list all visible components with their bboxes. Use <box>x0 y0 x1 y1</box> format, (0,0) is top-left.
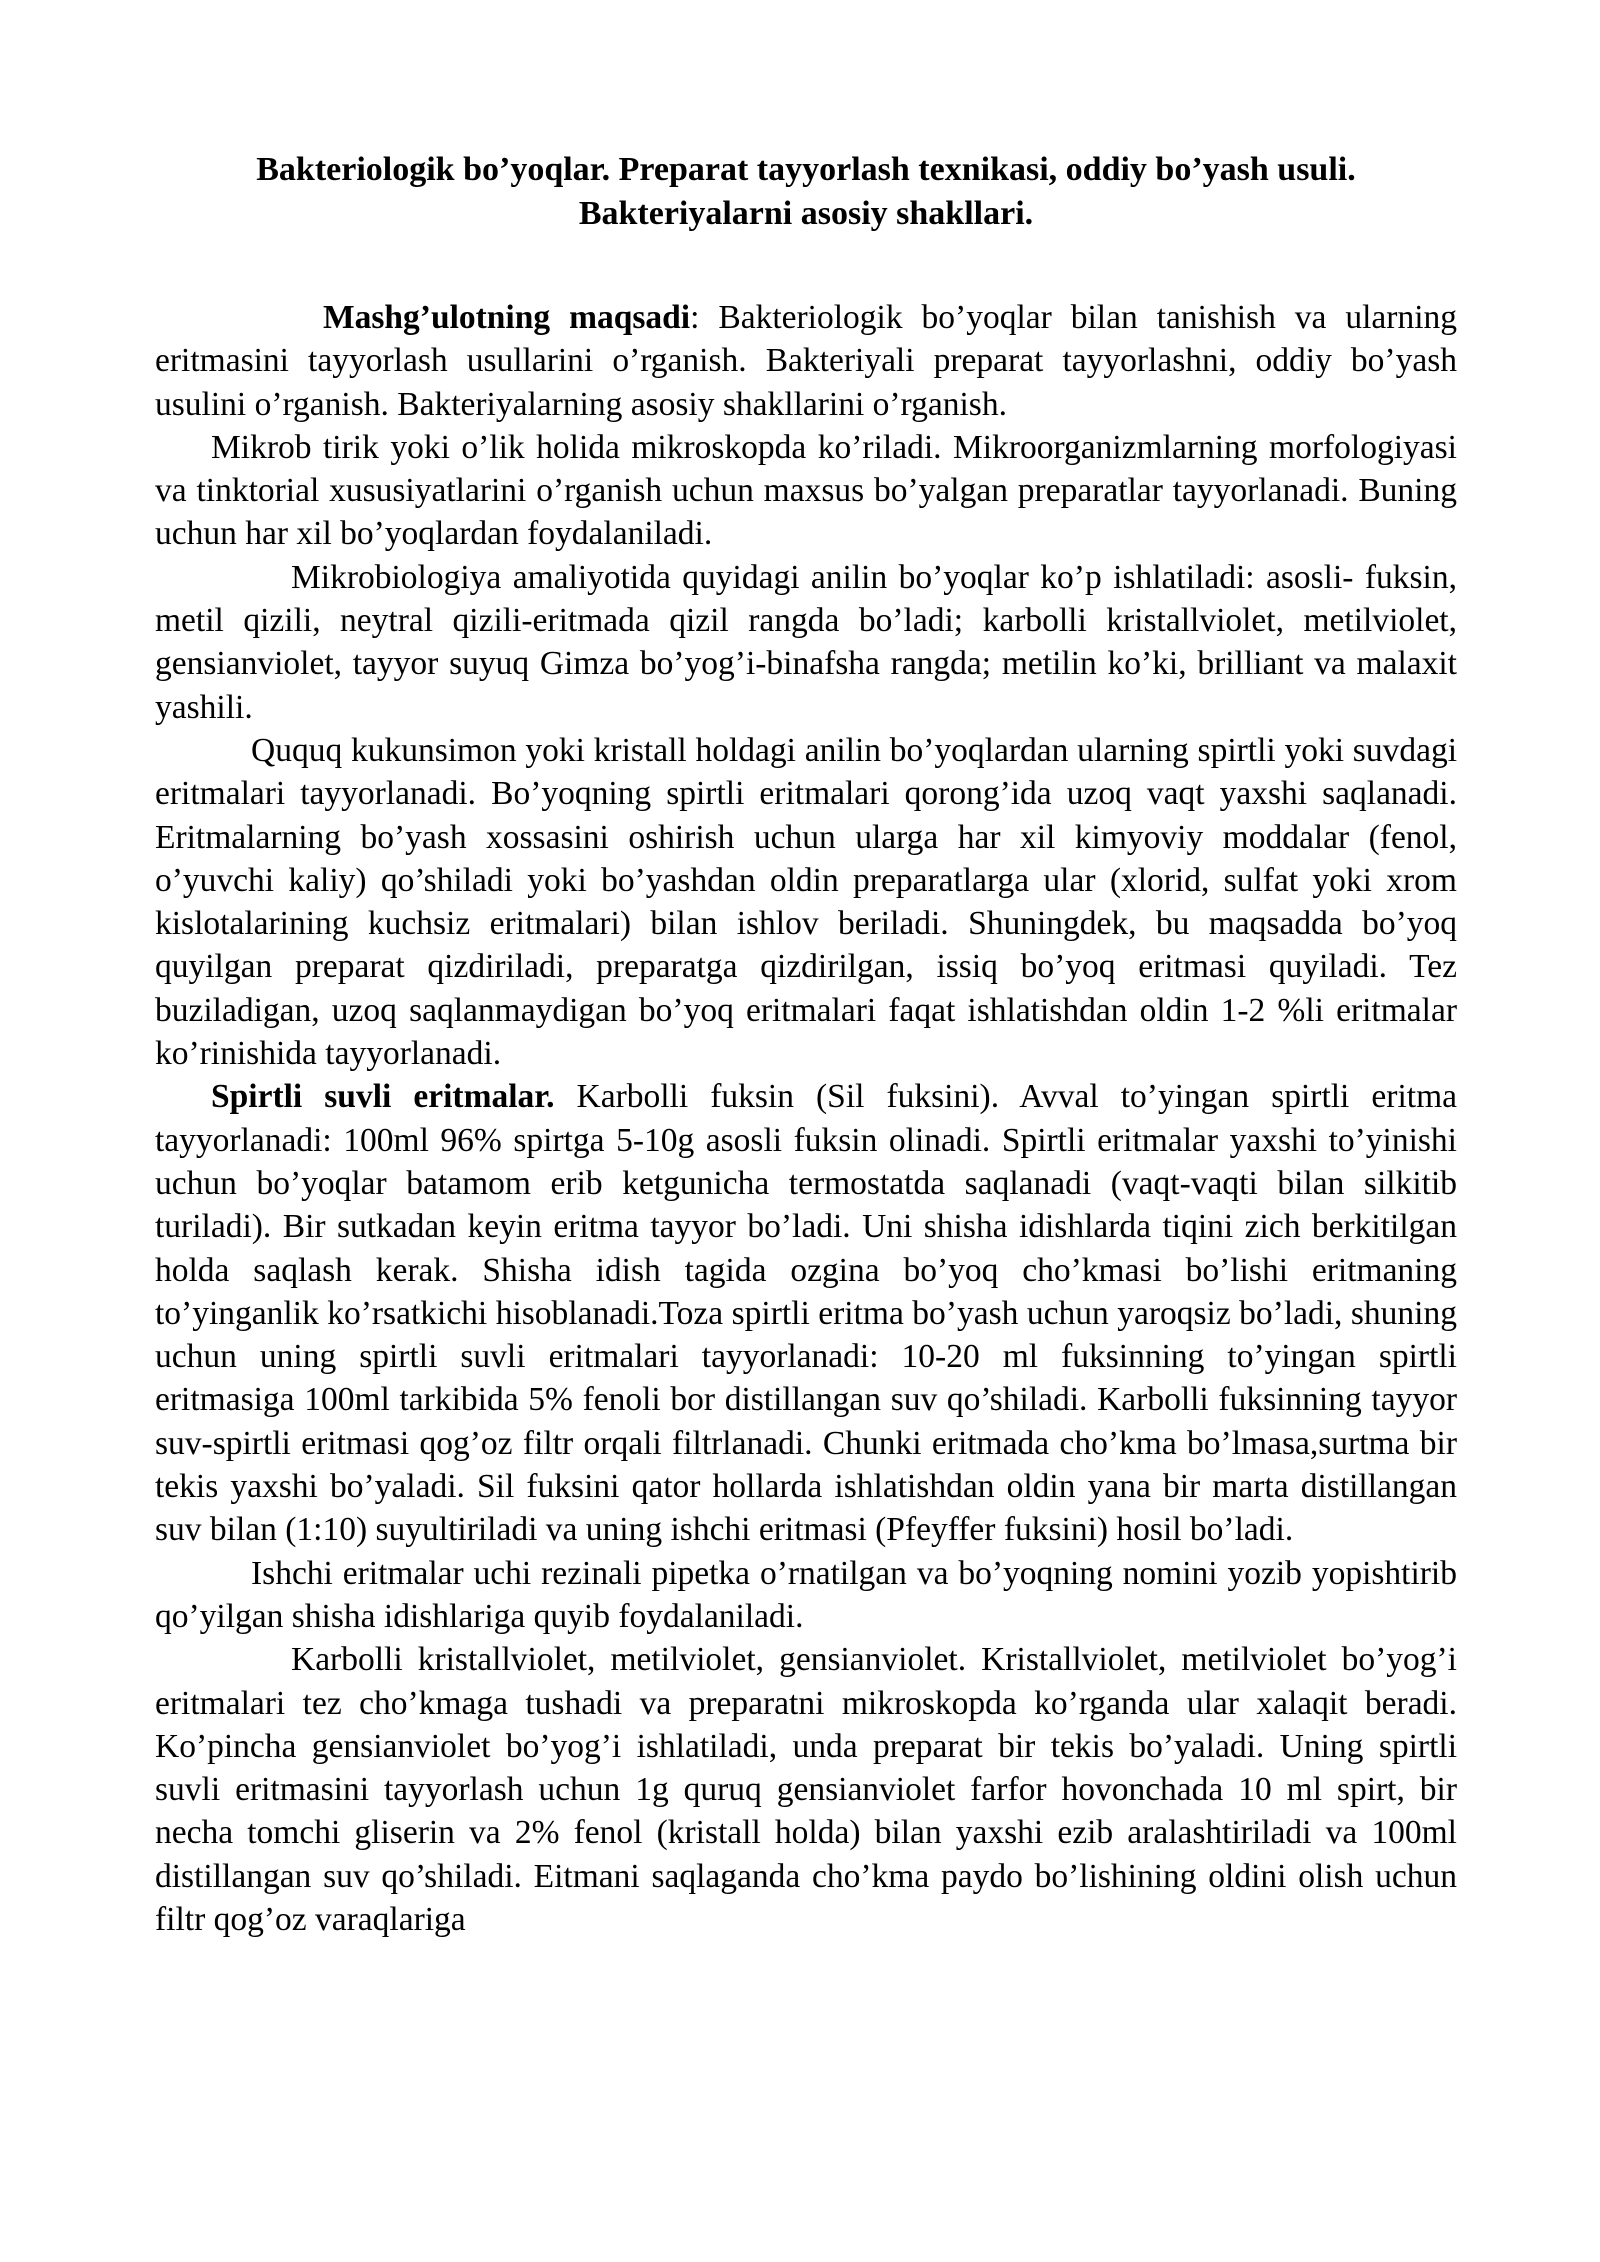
goal-label: Mashg’ulotning maqsadi <box>323 299 691 336</box>
paragraph-alcohol-text: Karbolli fuksin (Sil fuksini). Avval to’yingan spirtli eritma tayyorlanadi: 100ml 96% spirtga 5-10g asosli fuksin olinadi. Spirtli eritmalar yaxshi to’yinishi uchun bo’yoqlar batamom erib ketgunicha termostatda saqlanadi (vaqt-vaqti bilan silkitib turiladi). Bir sutkadan keyin eritma tayyor bo’ladi. Uni shisha idishlarda tiqini zich berkitilgan holda saqlash kerak. Shisha idish tagida ozgina bo’yoq cho’kmasi bo’lishi eritmaning to’yinganlik ko’rsatkichi hisoblanadi.Toza spirtli eritma bo’yash uchun yaroqsiz bo’ladi, shuning uchun uning spirtli suvli eritmalari tayyorlanadi: 10-20 ml fuksinning to’yingan spirtli eritmasiga 100ml tarkibida 5% fenoli bor distillangan suv qo’shiladi. Karbolli fuksinning tayyor suv-spirtli eritmasi qog’oz filtr orqali filtrlanadi. Chunki eritmada cho’kma bo’lmasa,surtma bir tekis yaxshi bo’yaladi. Sil fuksini qator hollarda ishlatishdan oldin yana bir marta distillangan suv bilan (1:10) suyultiriladi va uning ishchi eritmasi (Pfeyffer fuksini) hosil bo’ladi. <box>155 1078 1457 1549</box>
document-page <box>155 148 1457 1941</box>
paragraph-violet-dyes: Karbolli kristallviolet, metilviolet, gensianviolet. Kristallviolet, metilviolet bo’yog’i eritmalari tez cho’kmaga tushadi va preparatni mikroskopda ko’rganda ular xalaqit beradi. Ko’pincha gensianviolet bo’yog’i ishlatiladi, unda preparat bir tekis bo’yaladi. Uning spirtli suvli eritmasini tayyorlash uchun 1g quruq gensianviolet farfor hovonchada 10 ml spirt, bir necha tomchi gliserin va 2% fenol (kristall holda) bilan yaxshi ezib aralashtiriladi va 100ml distillangan suv qo’shiladi. Eitmani saqlaganda cho’kma paydo bo’lishining oldini olish uchun filtr qog’oz varaqlariga <box>155 1641 1457 1938</box>
paragraph-dye-solutions: Ququq kukunsimon yoki kristall holdagi anilin bo’yoqlardan ularning spirtli yoki suvdagi eritmalari tayyorlanadi. Bo’yoqning spirtli eritmalari qorong’ida uzoq vaqt yaxshi saqlanadi. Eritmalarning bo’yash xossasini oshirish uchun ularga har xil kimyoviy moddalar (fenol, o’yuvchi kaliy) qo’shiladi yoki bo’yashdan oldin preparatlarga ular (xlorid, sulfat yoki xrom kislotalarining kuchsiz eritmalari) bilan ishlov beriladi. Shuningdek, bu maqsadda bo’yoq quyilgan preparat qizdiriladi, preparatga qizdirilgan, issiq bo’yoq eritmasi quyiladi. Tez buziladigan, uzoq saqlanmaydigan bo’yoq eritmalari faqat ishlatishdan oldin 1-2 %li eritmalar ko’rinishida tayyorlanadi. <box>155 731 1457 1073</box>
paragraph-microbe: Mikrob tirik yoki o’lik holida mikroskopda ko’riladi. Mikroorganizmlarning morfologiyasi va tinktorial xususiyatlarini o’rganish uchun maxsus bo’yalgan preparatlar tayyorlanadi. Buning uchun har xil bo’yoqlardan foydalaniladi. <box>155 428 1457 553</box>
title-line-1: Bakteriologik bo’yoqlar. Preparat tayyorlash texnikasi, oddiy bo’yash usuli. <box>256 151 1356 188</box>
goal-colon: : <box>690 299 700 336</box>
paragraph-working-solutions: Ishchi eritmalar uchi rezinali pipetka o’rnatilgan va bo’yoqning nomini yozib yopishtirib qo’yilgan shisha idishlariga quyib foydalaniladi. <box>155 1554 1457 1635</box>
section-heading-alcohol: Spirtli suvli eritmalar. <box>211 1078 555 1116</box>
goal-text: Bakteriologik bo’yoqlar bilan tanishish va ularning eritmasini tayyorlash usullarini o’rganish. Bakteriyali preparat tayyorlashni, oddiy bo’yash usulini o’rganish. Bakteriyalarning asosiy shakllarini o’rganish. <box>155 299 1458 423</box>
paragraph-aniline-dyes: Mikrobiologiya amaliyotida quyidagi anilin bo’yoqlar ko’p ishlatiladi: asosli- fuksin, metil qizili, neytral qizili-eritmada qizil rangda bo’ladi; karbolli kristallviolet, metilviolet, gensianviolet, tayyor suyuq Gimza bo’yog’i-binafsha rangda; metilin ko’ki, brilliant va malaxit yashili. <box>155 558 1457 726</box>
title-line-2: Bakteriyalarni asosiy shakllari. <box>578 195 1034 232</box>
document-title <box>155 148 1457 236</box>
goal-paragraph <box>155 296 1457 426</box>
paragraph-alcohol-solutions <box>155 1075 1457 1551</box>
document-body <box>155 296 1457 1941</box>
